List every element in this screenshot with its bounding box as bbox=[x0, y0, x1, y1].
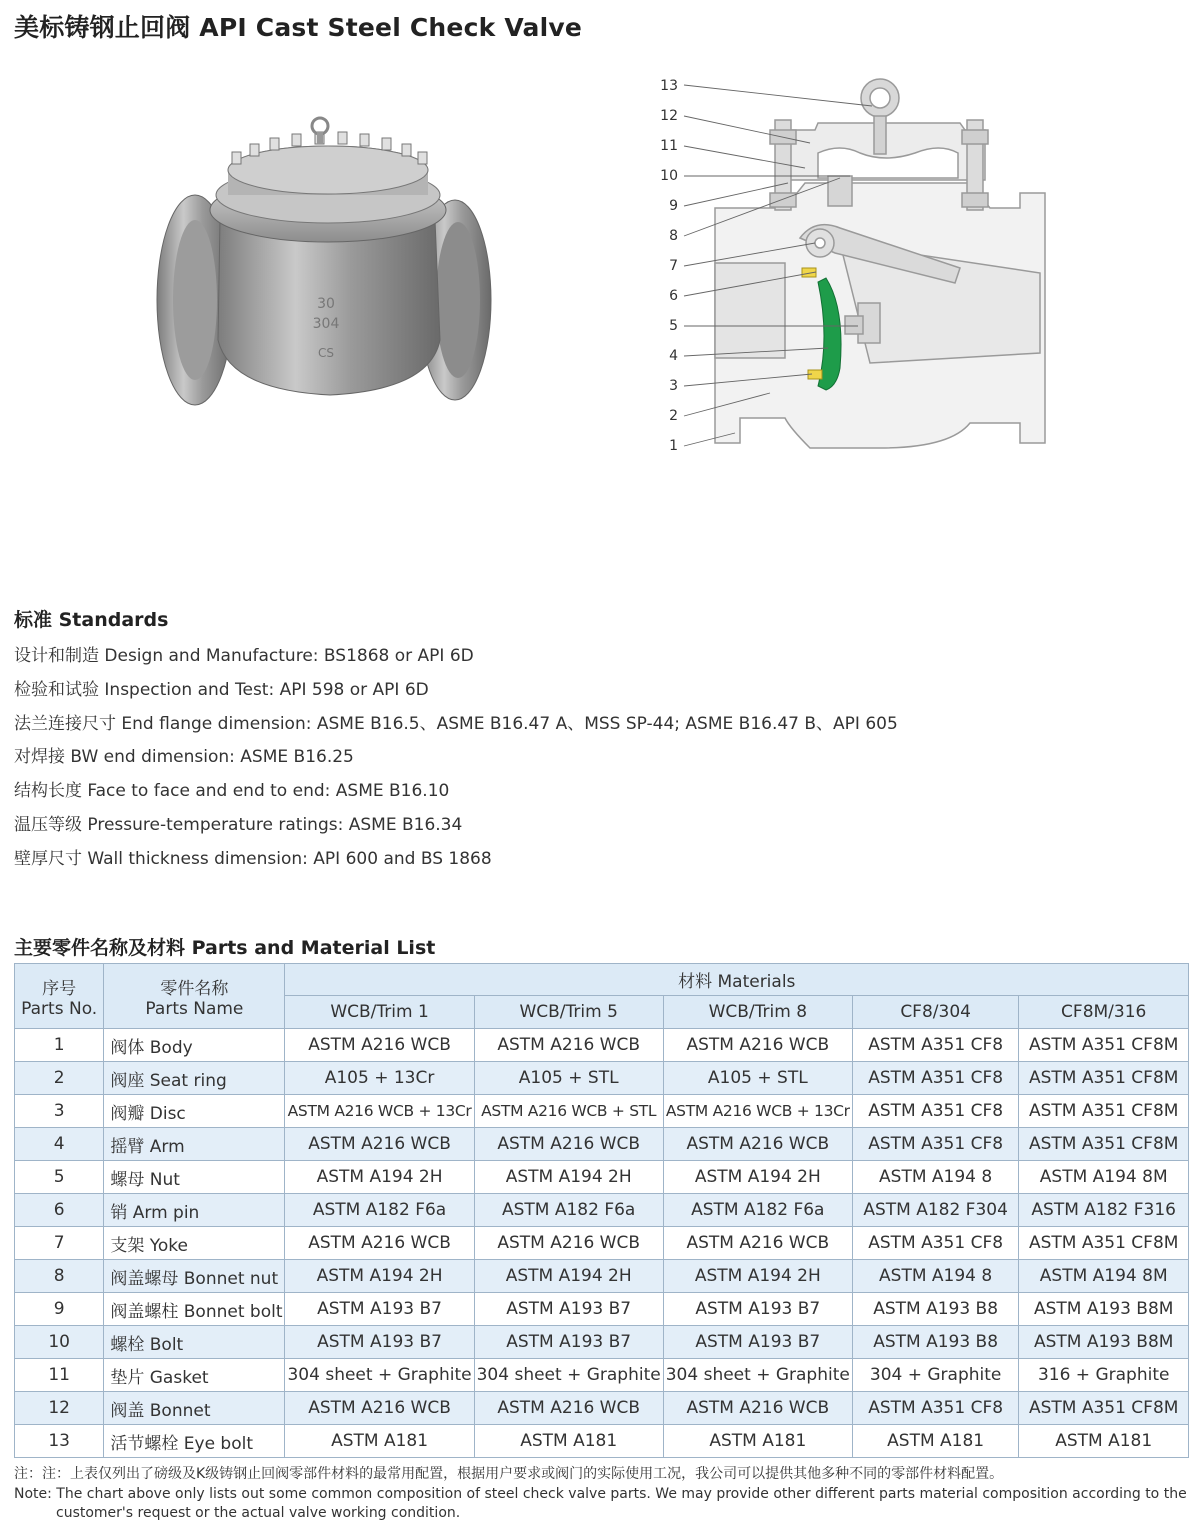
material-cell: ASTM A194 2H bbox=[474, 1161, 663, 1194]
part-name: 螺栓 Bolt bbox=[104, 1326, 285, 1359]
material-cell: ASTM A351 CF8 bbox=[852, 1095, 1019, 1128]
material-col-header: WCB/Trim 8 bbox=[663, 996, 852, 1029]
material-cell: ASTM A216 WCB + STL bbox=[474, 1095, 663, 1128]
material-cell: ASTM A193 B8 bbox=[852, 1293, 1019, 1326]
col-parts-no-header bbox=[15, 964, 104, 1029]
standard-item: 法兰连接尺寸 End flange dimension: ASME B16.5、ASME B16.47 A、MSS SP-44; ASME B16.47 B、API 605 bbox=[14, 713, 898, 734]
table-row bbox=[15, 1128, 1189, 1161]
standards-list bbox=[14, 640, 898, 877]
part-no: 1 bbox=[15, 1029, 104, 1062]
col-parts-no-cn: 序号 bbox=[42, 978, 77, 999]
table-row bbox=[15, 1260, 1189, 1293]
part-name: 阀盖螺柱 Bonnet bolt bbox=[104, 1293, 285, 1326]
material-cell: 304 + Graphite bbox=[852, 1359, 1019, 1392]
material-cell: ASTM A216 WCB bbox=[285, 1029, 474, 1062]
material-cell: ASTM A351 CF8 bbox=[852, 1227, 1019, 1260]
material-cell: ASTM A181 bbox=[474, 1425, 663, 1458]
valve-cross-section-diagram bbox=[640, 68, 1070, 468]
standard-item: 对焊接 BW end dimension: ASME B16.25 bbox=[14, 747, 354, 768]
diagram-label-1: 1 bbox=[669, 438, 678, 454]
part-name: 销 Arm pin bbox=[104, 1194, 285, 1227]
part-name: 螺母 Nut bbox=[104, 1161, 285, 1194]
material-cell: ASTM A216 WCB bbox=[663, 1392, 852, 1425]
material-cell: ASTM A194 2H bbox=[663, 1161, 852, 1194]
material-cell: ASTM A216 WCB bbox=[285, 1128, 474, 1161]
material-cell: ASTM A194 2H bbox=[285, 1260, 474, 1293]
photo-marking-1: 30 bbox=[317, 296, 335, 312]
material-cell: ASTM A194 2H bbox=[285, 1161, 474, 1194]
material-cell: ASTM A216 WCB bbox=[474, 1029, 663, 1062]
material-cell: ASTM A216 WCB bbox=[663, 1227, 852, 1260]
material-cell: ASTM A194 8M bbox=[1019, 1161, 1189, 1194]
diagram-label-8: 8 bbox=[669, 228, 678, 244]
material-cell: ASTM A216 WCB + 13Cr bbox=[285, 1095, 474, 1128]
material-cell: 304 sheet + Graphite bbox=[285, 1359, 474, 1392]
standard-item: 检验和试验 Inspection and Test: API 598 or API 6D bbox=[14, 679, 429, 700]
material-cell: ASTM A182 F6a bbox=[663, 1194, 852, 1227]
material-cell: ASTM A351 CF8 bbox=[852, 1062, 1019, 1095]
diagram-label-10: 10 bbox=[660, 168, 678, 184]
standard-item: 结构长度 Face to face and end to end: ASME B16.10 bbox=[14, 781, 450, 802]
diagram-label-13: 13 bbox=[660, 78, 678, 94]
material-cell: ASTM A351 CF8M bbox=[1019, 1062, 1189, 1095]
part-no: 10 bbox=[15, 1326, 104, 1359]
table-row bbox=[15, 1326, 1189, 1359]
part-name: 阀盖 Bonnet bbox=[104, 1392, 285, 1425]
diagram-label-6: 6 bbox=[669, 288, 678, 304]
material-cell: ASTM A181 bbox=[1019, 1425, 1189, 1458]
table-row bbox=[15, 1425, 1189, 1458]
diagram-label-4: 4 bbox=[669, 348, 678, 364]
photo-marking-2: 304 bbox=[312, 316, 340, 332]
material-cell: A105 + STL bbox=[474, 1062, 663, 1095]
part-no: 4 bbox=[15, 1128, 104, 1161]
diagram-label-3: 3 bbox=[669, 378, 678, 394]
part-name: 阀瓣 Disc bbox=[104, 1095, 285, 1128]
part-name: 阀体 Body bbox=[104, 1029, 285, 1062]
part-no: 11 bbox=[15, 1359, 104, 1392]
part-name: 阀盖螺母 Bonnet nut bbox=[104, 1260, 285, 1293]
material-cell: ASTM A193 B7 bbox=[285, 1326, 474, 1359]
material-cell: ASTM A193 B7 bbox=[663, 1293, 852, 1326]
part-no: 13 bbox=[15, 1425, 104, 1458]
photo-marking-3: CS bbox=[318, 346, 334, 360]
valve-photo bbox=[150, 100, 500, 420]
part-no: 6 bbox=[15, 1194, 104, 1227]
material-cell: A105 + STL bbox=[663, 1062, 852, 1095]
part-no: 5 bbox=[15, 1161, 104, 1194]
table-row bbox=[15, 1194, 1189, 1227]
diagram-label-2: 2 bbox=[669, 408, 678, 424]
material-cell: ASTM A351 CF8 bbox=[852, 1029, 1019, 1062]
material-cell: ASTM A351 CF8M bbox=[1019, 1392, 1189, 1425]
material-cell: ASTM A194 2H bbox=[663, 1260, 852, 1293]
part-no: 2 bbox=[15, 1062, 104, 1095]
part-no: 9 bbox=[15, 1293, 104, 1326]
material-cell: 316 + Graphite bbox=[1019, 1359, 1189, 1392]
part-no: 7 bbox=[15, 1227, 104, 1260]
table-row bbox=[15, 1062, 1189, 1095]
material-cell: ASTM A193 B7 bbox=[285, 1293, 474, 1326]
material-col-header: WCB/Trim 5 bbox=[474, 996, 663, 1029]
table-row bbox=[15, 1392, 1189, 1425]
material-cell: ASTM A216 WCB bbox=[285, 1227, 474, 1260]
diagram-label-5: 5 bbox=[669, 318, 678, 334]
material-cell: ASTM A182 F316 bbox=[1019, 1194, 1189, 1227]
part-name: 垫片 Gasket bbox=[104, 1359, 285, 1392]
material-cell: ASTM A194 8 bbox=[852, 1161, 1019, 1194]
footnote-en-line1: Note: The chart above only lists out some common composition of steel check valve parts. We may provide other different parts material composition according to the bbox=[14, 1485, 1187, 1502]
diagram-label-12: 12 bbox=[660, 108, 678, 124]
table-row bbox=[15, 1227, 1189, 1260]
material-cell: A105 + 13Cr bbox=[285, 1062, 474, 1095]
standard-item: 温压等级 Pressure-temperature ratings: ASME B16.34 bbox=[14, 814, 463, 835]
table-row bbox=[15, 1161, 1189, 1194]
material-cell: ASTM A216 WCB bbox=[663, 1029, 852, 1062]
parts-heading: 主要零件名称及材料 Parts and Material List bbox=[14, 937, 436, 959]
material-col-header: CF8M/316 bbox=[1019, 996, 1189, 1029]
footnote bbox=[14, 1465, 1194, 1524]
parts-material-table bbox=[14, 963, 1189, 1458]
material-cell: ASTM A193 B7 bbox=[474, 1326, 663, 1359]
material-cell: ASTM A181 bbox=[852, 1425, 1019, 1458]
material-cell: ASTM A216 WCB bbox=[474, 1227, 663, 1260]
material-cell: ASTM A181 bbox=[663, 1425, 852, 1458]
material-cell: ASTM A351 CF8M bbox=[1019, 1029, 1189, 1062]
material-cell: ASTM A193 B8 bbox=[852, 1326, 1019, 1359]
material-cell: ASTM A216 WCB bbox=[474, 1392, 663, 1425]
material-cell: ASTM A216 WCB bbox=[474, 1128, 663, 1161]
part-name: 摇臂 Arm bbox=[104, 1128, 285, 1161]
material-cell: ASTM A193 B7 bbox=[663, 1326, 852, 1359]
standards-heading: 标准 Standards bbox=[14, 609, 169, 631]
material-cell: 304 sheet + Graphite bbox=[474, 1359, 663, 1392]
table-row bbox=[15, 1359, 1189, 1392]
diagram-label-9: 9 bbox=[669, 198, 678, 214]
standard-item: 设计和制造 Design and Manufacture: BS1868 or API 6D bbox=[14, 646, 474, 666]
material-cell: ASTM A216 WCB + 13Cr bbox=[663, 1095, 852, 1128]
material-cell: ASTM A216 WCB bbox=[663, 1128, 852, 1161]
table-row bbox=[15, 1029, 1189, 1062]
part-name: 支架 Yoke bbox=[104, 1227, 285, 1260]
material-cell: ASTM A351 CF8 bbox=[852, 1128, 1019, 1161]
material-cell: ASTM A193 B8M bbox=[1019, 1326, 1189, 1359]
col-parts-name-cn: 零件名称 bbox=[160, 978, 229, 999]
material-col-header: WCB/Trim 1 bbox=[285, 996, 474, 1029]
material-cell: ASTM A182 F6a bbox=[285, 1194, 474, 1227]
part-name: 阀座 Seat ring bbox=[104, 1062, 285, 1095]
material-cell: ASTM A351 CF8 bbox=[852, 1392, 1019, 1425]
materials-header: 材料 Materials bbox=[285, 964, 1189, 996]
footnote-cn: 注：注：上表仅列出了磅级及K级铸钢止回阀零部件材料的最常用配置，根据用户要求或阀门的实际使用工况，我公司可以提供其他多种不同的零部件材料配置。 bbox=[14, 1466, 1004, 1482]
part-name: 活节螺栓 Eye bolt bbox=[104, 1425, 285, 1458]
page-title: 美标铸钢止回阀 API Cast Steel Check Valve bbox=[14, 13, 582, 42]
col-parts-name-en: Parts Name bbox=[145, 998, 244, 1019]
diagram-label-7: 7 bbox=[669, 258, 678, 274]
material-cell: ASTM A216 WCB bbox=[285, 1392, 474, 1425]
material-col-header: CF8/304 bbox=[852, 996, 1019, 1029]
material-cell: ASTM A194 8 bbox=[852, 1260, 1019, 1293]
table-row bbox=[15, 1293, 1189, 1326]
material-cell: ASTM A194 8M bbox=[1019, 1260, 1189, 1293]
material-cell: ASTM A193 B7 bbox=[474, 1293, 663, 1326]
part-no: 3 bbox=[15, 1095, 104, 1128]
col-parts-name-header bbox=[104, 964, 285, 1029]
material-cell: ASTM A351 CF8M bbox=[1019, 1095, 1189, 1128]
table-row bbox=[15, 1095, 1189, 1128]
material-cell: ASTM A351 CF8M bbox=[1019, 1227, 1189, 1260]
material-cell: ASTM A182 F304 bbox=[852, 1194, 1019, 1227]
footnote-en-line2: customer's request or the actual valve working condition. bbox=[56, 1505, 461, 1521]
diagram-label-11: 11 bbox=[660, 138, 678, 154]
material-cell: ASTM A182 F6a bbox=[474, 1194, 663, 1227]
material-cell: ASTM A194 2H bbox=[474, 1260, 663, 1293]
part-no: 12 bbox=[15, 1392, 104, 1425]
material-cell: ASTM A193 B8M bbox=[1019, 1293, 1189, 1326]
part-no: 8 bbox=[15, 1260, 104, 1293]
material-cell: 304 sheet + Graphite bbox=[663, 1359, 852, 1392]
col-parts-no-en: Parts No. bbox=[21, 998, 98, 1019]
material-cell: ASTM A351 CF8M bbox=[1019, 1128, 1189, 1161]
standard-item: 壁厚尺寸 Wall thickness dimension: API 600 and BS 1868 bbox=[14, 848, 492, 869]
material-cell: ASTM A181 bbox=[285, 1425, 474, 1458]
